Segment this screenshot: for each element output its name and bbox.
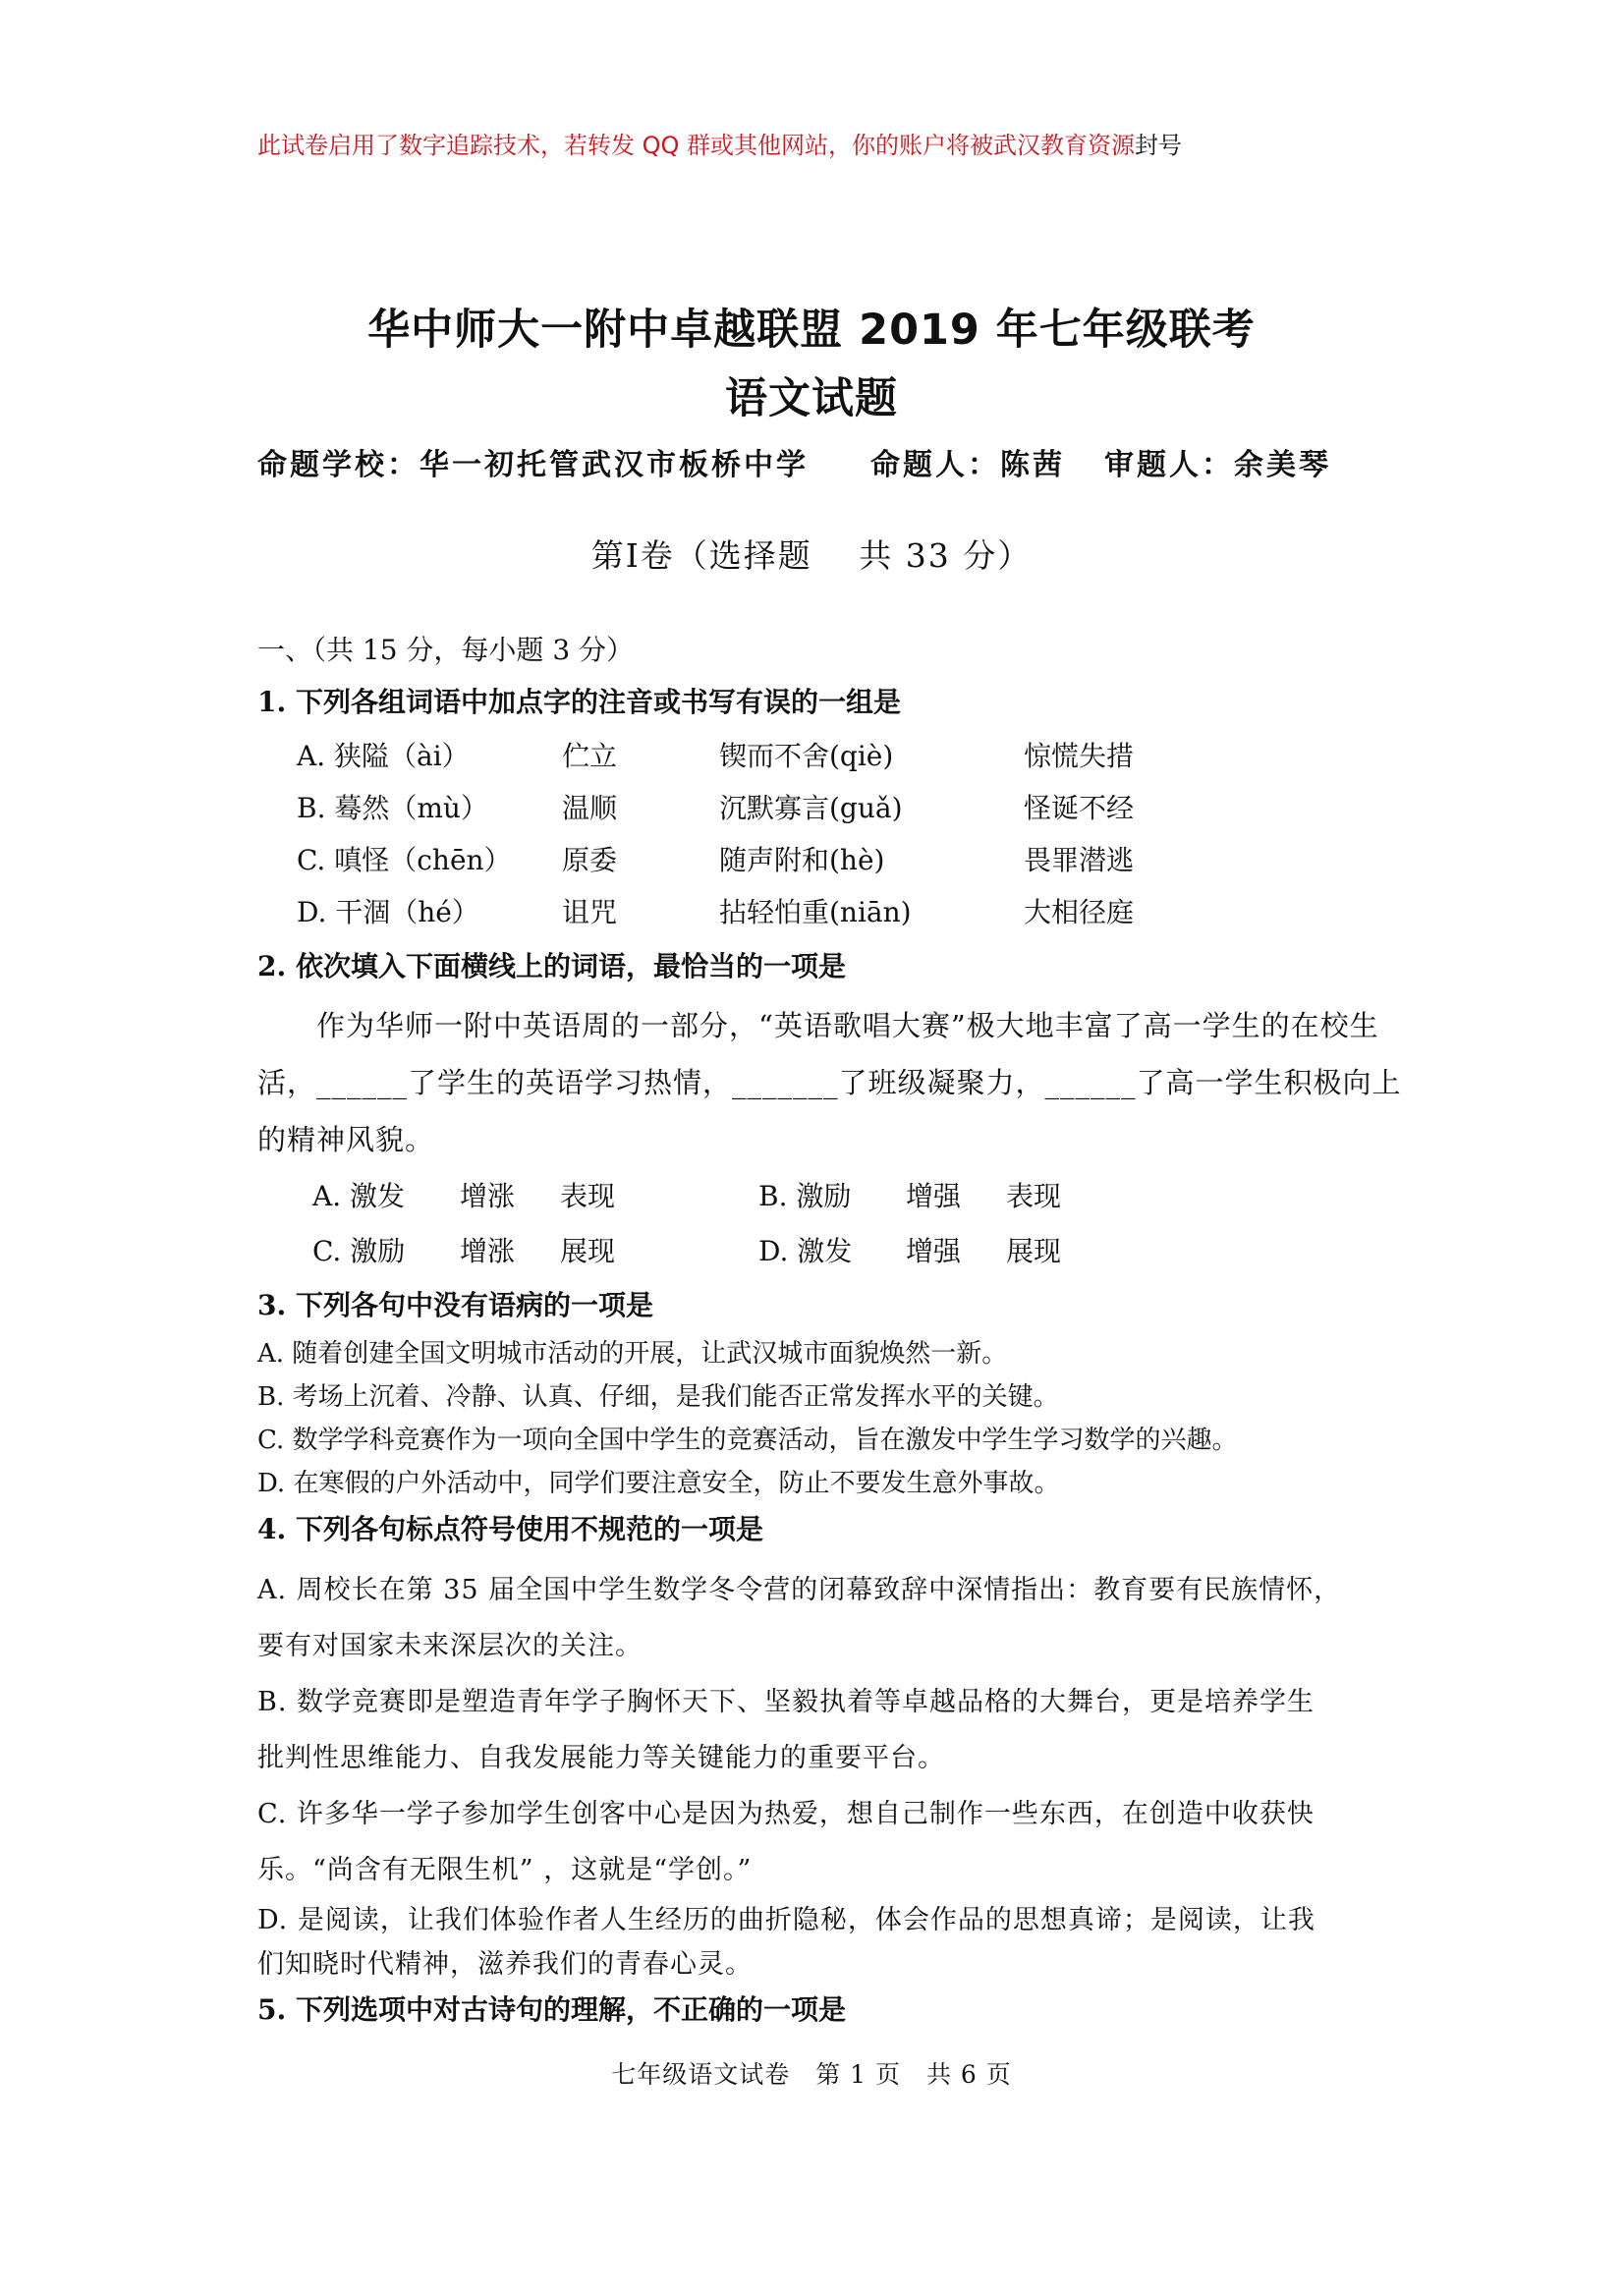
q2-c-2: 增涨 (460, 1235, 516, 1267)
q2-d-3: 展现 (1006, 1235, 1062, 1267)
q3-option-d: D. 在寒假的户外活动中，同学们要注意安全，防止不要发生意外事故。 (257, 1469, 1060, 1498)
q4-line: 批判性思维能力、自我发展能力等关键能力的重要平台。 (257, 1743, 945, 1773)
q3-option-a: A. 随着创建全国文明城市活动的开展，让武汉城市面貌焕然一新。 (257, 1339, 1008, 1369)
q2-b-3: 表现 (1006, 1180, 1062, 1212)
q2-para-line: 活，______了学生的英语学习热情，_______了班级凝聚力，______了高一学生积极向上 (257, 1066, 1402, 1099)
q2-b-1: B. 激励 (758, 1180, 852, 1212)
q1-a-4: 惊慌失措 (1024, 740, 1135, 772)
q4-line: A. 周校长在第 35 届全国中学生数学冬令营的闭幕致辞中深情指出：教育要有民族情怀， (257, 1575, 1342, 1605)
exam-subject: 语文试题 (725, 374, 898, 423)
q2-a-1: A. 激发 (312, 1180, 406, 1212)
q1-b-4: 怪诞不经 (1024, 792, 1135, 824)
q2-c-1: C. 激励 (312, 1235, 406, 1267)
q2-d-2: 增强 (906, 1235, 962, 1267)
q1-a-2: 伫立 (562, 740, 618, 772)
q1-d-1: D. 干涸（hé） (297, 896, 479, 928)
q2-para-line: 的精神风貌。 (257, 1123, 435, 1156)
notice-main: 此试卷启用了数字追踪技术，若转发 QQ 群或其他网站，你的账户将被武汉教育资源 (257, 132, 1136, 159)
q1-b-1: B. 蓦然（mù） (297, 792, 488, 824)
q1-c-1: C. 嗔怪（chēn） (297, 844, 512, 876)
q1-stem: 1. 下列各组词语中加点字的注音或书写有误的一组是 (257, 686, 901, 718)
q1-a-3: 锲而不舍(qiè) (719, 740, 894, 772)
q2-b-2: 增强 (906, 1180, 962, 1212)
meta-reviewer: 审题人：余美琴 (1104, 448, 1331, 482)
q4-line: 们知晓时代精神，滋养我们的青春心灵。 (257, 1949, 753, 1980)
q4-line: 要有对国家未来深层次的关注。 (257, 1631, 643, 1661)
q4-line: D. 是阅读，让我们体验作者人生经历的曲折隐秘，体会作品的思想真谛；是阅读，让我 (257, 1905, 1315, 1935)
q3-stem: 3. 下列各句中没有语病的一项是 (257, 1289, 653, 1321)
q4-line: C. 许多华一学子参加学生创客中心是因为热爱，想自己制作一些东西，在创造中收获快 (257, 1799, 1315, 1829)
q1-d-4: 大相径庭 (1024, 896, 1135, 928)
q2-stem: 2. 依次填入下面横线上的词语，最恰当的一项是 (257, 950, 846, 982)
page-footer: 七年级语文试卷 第 1 页 共 6 页 (611, 2060, 1012, 2089)
q1-a-1: A. 狭隘（ài） (297, 740, 470, 772)
exam-title: 华中师大一附中卓越联盟 2019 年七年级联考 (367, 306, 1256, 355)
q4-stem: 4. 下列各句标点符号使用不规范的一项是 (257, 1513, 763, 1545)
q2-a-3: 表现 (560, 1180, 616, 1212)
notice-tail: 封号 (1135, 132, 1183, 159)
section-heading: 第Ⅰ卷（选择题 共 33 分） (590, 536, 1033, 575)
q1-d-2: 诅咒 (562, 896, 618, 928)
q1-c-4: 畏罪潜逃 (1024, 844, 1135, 876)
q2-a-2: 增涨 (460, 1180, 516, 1212)
q2-d-1: D. 激发 (758, 1235, 853, 1267)
q1-b-3: 沉默寡言(guǎ) (719, 792, 903, 824)
q4-line: B. 数学竞赛即是塑造青年学子胸怀天下、坚毅执着等卓越品格的大舞台，更是培养学生 (257, 1687, 1315, 1717)
q5-stem: 5. 下列选项中对古诗句的理解，不正确的一项是 (257, 1993, 846, 2026)
q2-c-3: 展现 (560, 1235, 616, 1267)
q3-option-b: B. 考场上沉着、冷静、认真、仔细，是我们能否正常发挥水平的关键。 (257, 1382, 1059, 1412)
q2-para-line: 作为华师一附中英语周的一部分，“英语歌唱大赛”极大地丰富了高一学生的在校生 (316, 1009, 1379, 1042)
q3-option-c: C. 数学学科竞赛作为一项向全国中学生的竞赛活动，旨在激发中学生学习数学的兴趣。 (257, 1426, 1238, 1455)
q1-d-3: 拈轻怕重(niān) (719, 896, 912, 928)
tracking-notice (257, 126, 1182, 160)
q1-b-2: 温顺 (562, 792, 618, 824)
meta-school: 命题学校：华一初托管武汉市板桥中学 (257, 448, 809, 482)
meta-author: 命题人：陈茜 (870, 448, 1065, 482)
q4-line: 乐。“尚含有无限生机” ，这就是“学创。” (257, 1855, 753, 1885)
part-heading: 一、（共 15 分，每小题 3 分） (257, 634, 635, 666)
q1-c-2: 原委 (562, 844, 618, 876)
q1-c-3: 随声附和(hè) (719, 844, 885, 876)
